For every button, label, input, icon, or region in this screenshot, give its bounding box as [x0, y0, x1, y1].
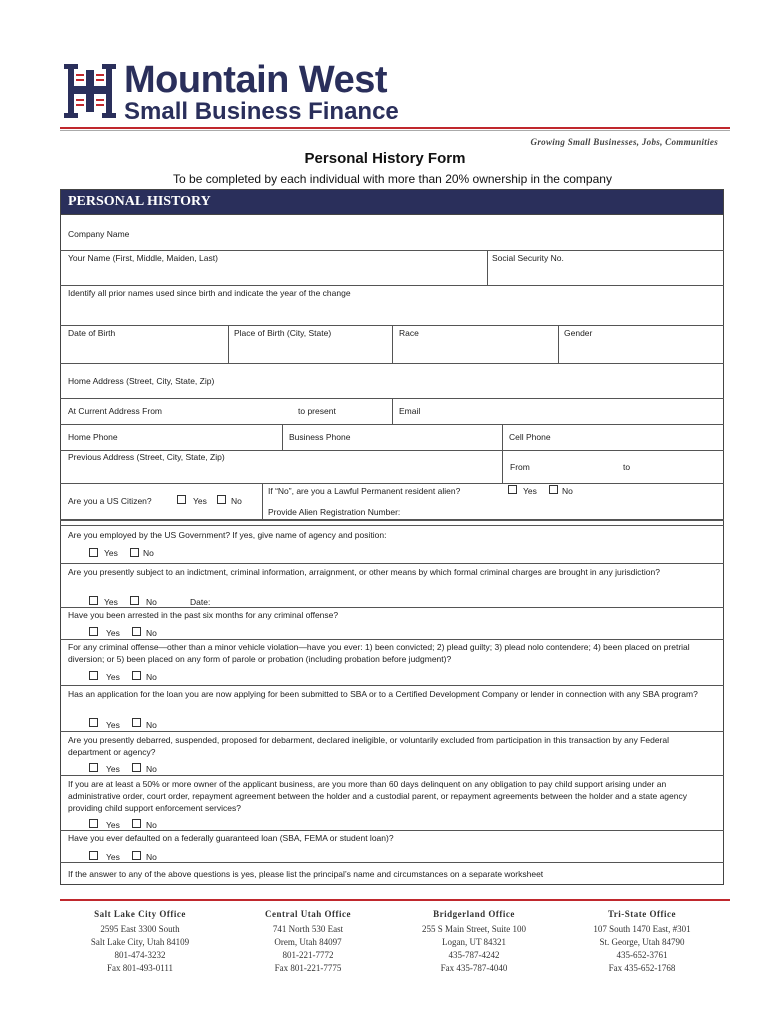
q8-no-checkbox[interactable] [132, 851, 141, 860]
page-title: Personal History Form [304, 150, 466, 167]
ssn-field[interactable]: Social Security No. [492, 253, 564, 263]
brand-subname: Small Business Finance [124, 98, 399, 125]
q1-yes-checkbox[interactable] [89, 548, 98, 557]
mountain-west-logo-icon [62, 60, 118, 122]
office-phone: 801-221-7772 [282, 950, 334, 960]
current-address-from-field[interactable]: At Current Address From [68, 406, 163, 416]
question-child-support: If you are at least a 50% or more owner of the applicant business, are you more than 60 days delinquent on any obligation to pay child support arising under an administrative order, court order, repayment agreement between the holder and a custodial parent, or repayment agreements between the holder and a state agency providing child support enforcement services? [68, 779, 687, 813]
row-divider [60, 775, 724, 776]
yes-label: Yes [104, 548, 118, 558]
q7-no-checkbox[interactable] [132, 819, 141, 828]
race-field[interactable]: Race [399, 328, 419, 338]
yes-label: Yes [106, 852, 120, 862]
row-divider [60, 250, 724, 251]
question-us-government: Are you employed by the US Government? If yes, give name of agency and position: [68, 530, 387, 540]
col-divider [228, 325, 229, 363]
us-citizen-no-checkbox[interactable] [217, 495, 226, 504]
row-divider [60, 363, 724, 364]
office-name: Tri-State Office [607, 909, 677, 919]
section-header [60, 189, 724, 215]
q1-no-checkbox[interactable] [130, 548, 139, 557]
row-divider [60, 685, 724, 686]
office-tri-state [562, 908, 722, 975]
office-fax: Fax 435-652-1768 [608, 963, 676, 973]
q2-yes-checkbox[interactable] [89, 596, 98, 605]
prior-names-field[interactable]: Identify all prior names used since birth and indicate the year of the change [68, 288, 351, 298]
q6-no-checkbox[interactable] [132, 763, 141, 772]
office-address-line2: Salt Lake City, Utah 84109 [90, 937, 190, 947]
company-name-field[interactable]: Company Name [68, 229, 130, 239]
dob-field[interactable]: Date of Birth [68, 328, 116, 338]
office-phone: 435-652-3761 [616, 950, 668, 960]
office-name: Bridgerland Office [433, 909, 515, 919]
col-divider [558, 325, 559, 363]
office-phone: 435-787-4242 [448, 950, 500, 960]
date-field[interactable]: Date: [190, 597, 211, 607]
no-label: No [146, 852, 157, 862]
question-indictment: Are you presently subject to an indictment, criminal information, arraignment, or other means by which formal criminal charges are brought in any jurisdiction? [68, 567, 660, 577]
col-divider [262, 483, 263, 519]
no-label: No [146, 672, 157, 682]
office-address-line1: 107 South 1470 East, #301 [593, 924, 691, 934]
office-name: Central Utah Office [265, 909, 351, 919]
us-citizen-label: Are you a US Citizen? [68, 496, 152, 506]
business-phone-field[interactable]: Business Phone [289, 432, 351, 442]
row-divider [60, 639, 724, 640]
gender-field[interactable]: Gender [564, 328, 593, 338]
office-bridgerland [394, 908, 554, 975]
row-divider [60, 450, 724, 451]
office-address-line1: 2595 East 3300 South [100, 924, 180, 934]
question-arrested: Have you been arrested in the past six months for any criminal offense? [68, 610, 339, 620]
q6-yes-checkbox[interactable] [89, 763, 98, 772]
q3-no-checkbox[interactable] [132, 627, 141, 636]
no-label: No [146, 764, 157, 774]
col-divider [392, 325, 393, 363]
brand-name: Mountain West [124, 59, 388, 101]
office-fax: Fax 435-787-4040 [440, 963, 508, 973]
page-subtitle: To be completed by each individual with more than 20% ownership in the company [173, 172, 612, 186]
no-label: No [146, 820, 157, 830]
header-divider-thin [60, 130, 730, 131]
alien-registration-field[interactable]: Provide Alien Registration Number: [268, 507, 401, 517]
home-address-field[interactable]: Home Address (Street, City, State, Zip) [68, 376, 215, 386]
office-fax: Fax 801-221-7775 [274, 963, 342, 973]
q8-yes-checkbox[interactable] [89, 851, 98, 860]
footer-divider [60, 899, 730, 901]
row-divider [60, 862, 724, 863]
yes-label: Yes [106, 720, 120, 730]
row-divider [60, 483, 724, 484]
yes-label: Yes [106, 820, 120, 830]
q3-yes-checkbox[interactable] [89, 627, 98, 636]
no-label: No [146, 597, 157, 607]
your-name-field[interactable]: Your Name (First, Middle, Maiden, Last) [68, 253, 218, 263]
row-divider [60, 563, 724, 564]
col-divider [502, 450, 503, 483]
from-field[interactable]: From [510, 462, 530, 472]
tagline: Growing Small Businesses, Jobs, Communities [530, 137, 718, 147]
yes-label: Yes [106, 764, 120, 774]
office-name: Salt Lake City Office [94, 909, 186, 919]
office-salt-lake [60, 908, 220, 975]
no-label: No [146, 720, 157, 730]
no-label: No [146, 628, 157, 638]
col-divider [502, 424, 503, 450]
question-debarred: Are you presently debarred, suspended, proposed for debarment, declared ineligible, or voluntarily excluded from participation in this transaction by any Federal department or agency? [68, 735, 670, 757]
to-present-label: to present [298, 406, 336, 416]
pob-field[interactable]: Place of Birth (City, State) [234, 328, 332, 338]
row-divider [60, 830, 724, 831]
lpr-no-checkbox[interactable] [549, 485, 558, 494]
office-fax: Fax 801-493-0111 [106, 963, 174, 973]
section-divider [60, 525, 724, 526]
question-defaulted-loan: Have you ever defaulted on a federally guaranteed loan (SBA, FEMA or student loan)? [68, 833, 394, 843]
to-field[interactable]: to [623, 462, 631, 472]
lpr-yes-checkbox[interactable] [508, 485, 517, 494]
email-field[interactable]: Email [399, 406, 421, 416]
section-header-text: PERSONAL HISTORY [68, 194, 211, 209]
q5-yes-checkbox[interactable] [89, 718, 98, 727]
col-divider [282, 424, 283, 450]
yes-label: Yes [193, 496, 207, 506]
office-address-line1: 255 S Main Street, Suite 100 [422, 924, 526, 934]
no-label: No [231, 496, 242, 506]
q2-no-checkbox[interactable] [130, 596, 139, 605]
row-divider [60, 285, 724, 286]
q4-yes-checkbox[interactable] [89, 671, 98, 680]
note-separate-worksheet: If the answer to any of the above questions is yes, please list the principal’s name and circumstances on a separate worksheet [68, 869, 544, 879]
us-citizen-yes-checkbox[interactable] [177, 495, 186, 504]
row-divider [60, 731, 724, 732]
question-sba-application: Has an application for the loan you are now applying for been submitted to SBA or to a Certified Development Company or lender in connection with any SBA program? [68, 689, 698, 699]
col-divider [392, 398, 393, 424]
q5-no-checkbox[interactable] [132, 718, 141, 727]
office-central-utah [228, 908, 388, 975]
section-divider [60, 519, 724, 521]
no-label: No [143, 548, 154, 558]
q4-no-checkbox[interactable] [132, 671, 141, 680]
yes-label: Yes [104, 597, 118, 607]
question-criminal-offense: For any criminal offense—other than a minor vehicle violation—have you ever: 1) been convicted; 2) plead guilty; 3) plead nolo contendere; 4) been placed on pretrial diversion; or 5) been placed on any form of parole or probation (including probation before judgment)? [68, 642, 690, 664]
office-phone: 801-474-3232 [114, 950, 166, 960]
yes-label: Yes [106, 628, 120, 638]
no-label: No [562, 486, 573, 496]
office-address-line1: 741 North 530 East [272, 924, 344, 934]
header-divider [60, 127, 730, 129]
q7-yes-checkbox[interactable] [89, 819, 98, 828]
office-address-line2: Logan, UT 84321 [441, 937, 507, 947]
col-divider [487, 250, 488, 285]
yes-label: Yes [106, 672, 120, 682]
row-divider [60, 424, 724, 425]
home-phone-field[interactable]: Home Phone [68, 432, 118, 442]
cell-phone-field[interactable]: Cell Phone [509, 432, 551, 442]
yes-label: Yes [523, 486, 537, 496]
office-address-line2: Orem, Utah 84097 [274, 937, 342, 947]
office-address-line2: St. George, Utah 84790 [599, 937, 685, 947]
lpr-question-label: If “No”, are you a Lawful Permanent resident alien? [268, 486, 461, 496]
row-divider [60, 607, 724, 608]
previous-address-field[interactable]: Previous Address (Street, City, State, Zip) [68, 452, 225, 462]
